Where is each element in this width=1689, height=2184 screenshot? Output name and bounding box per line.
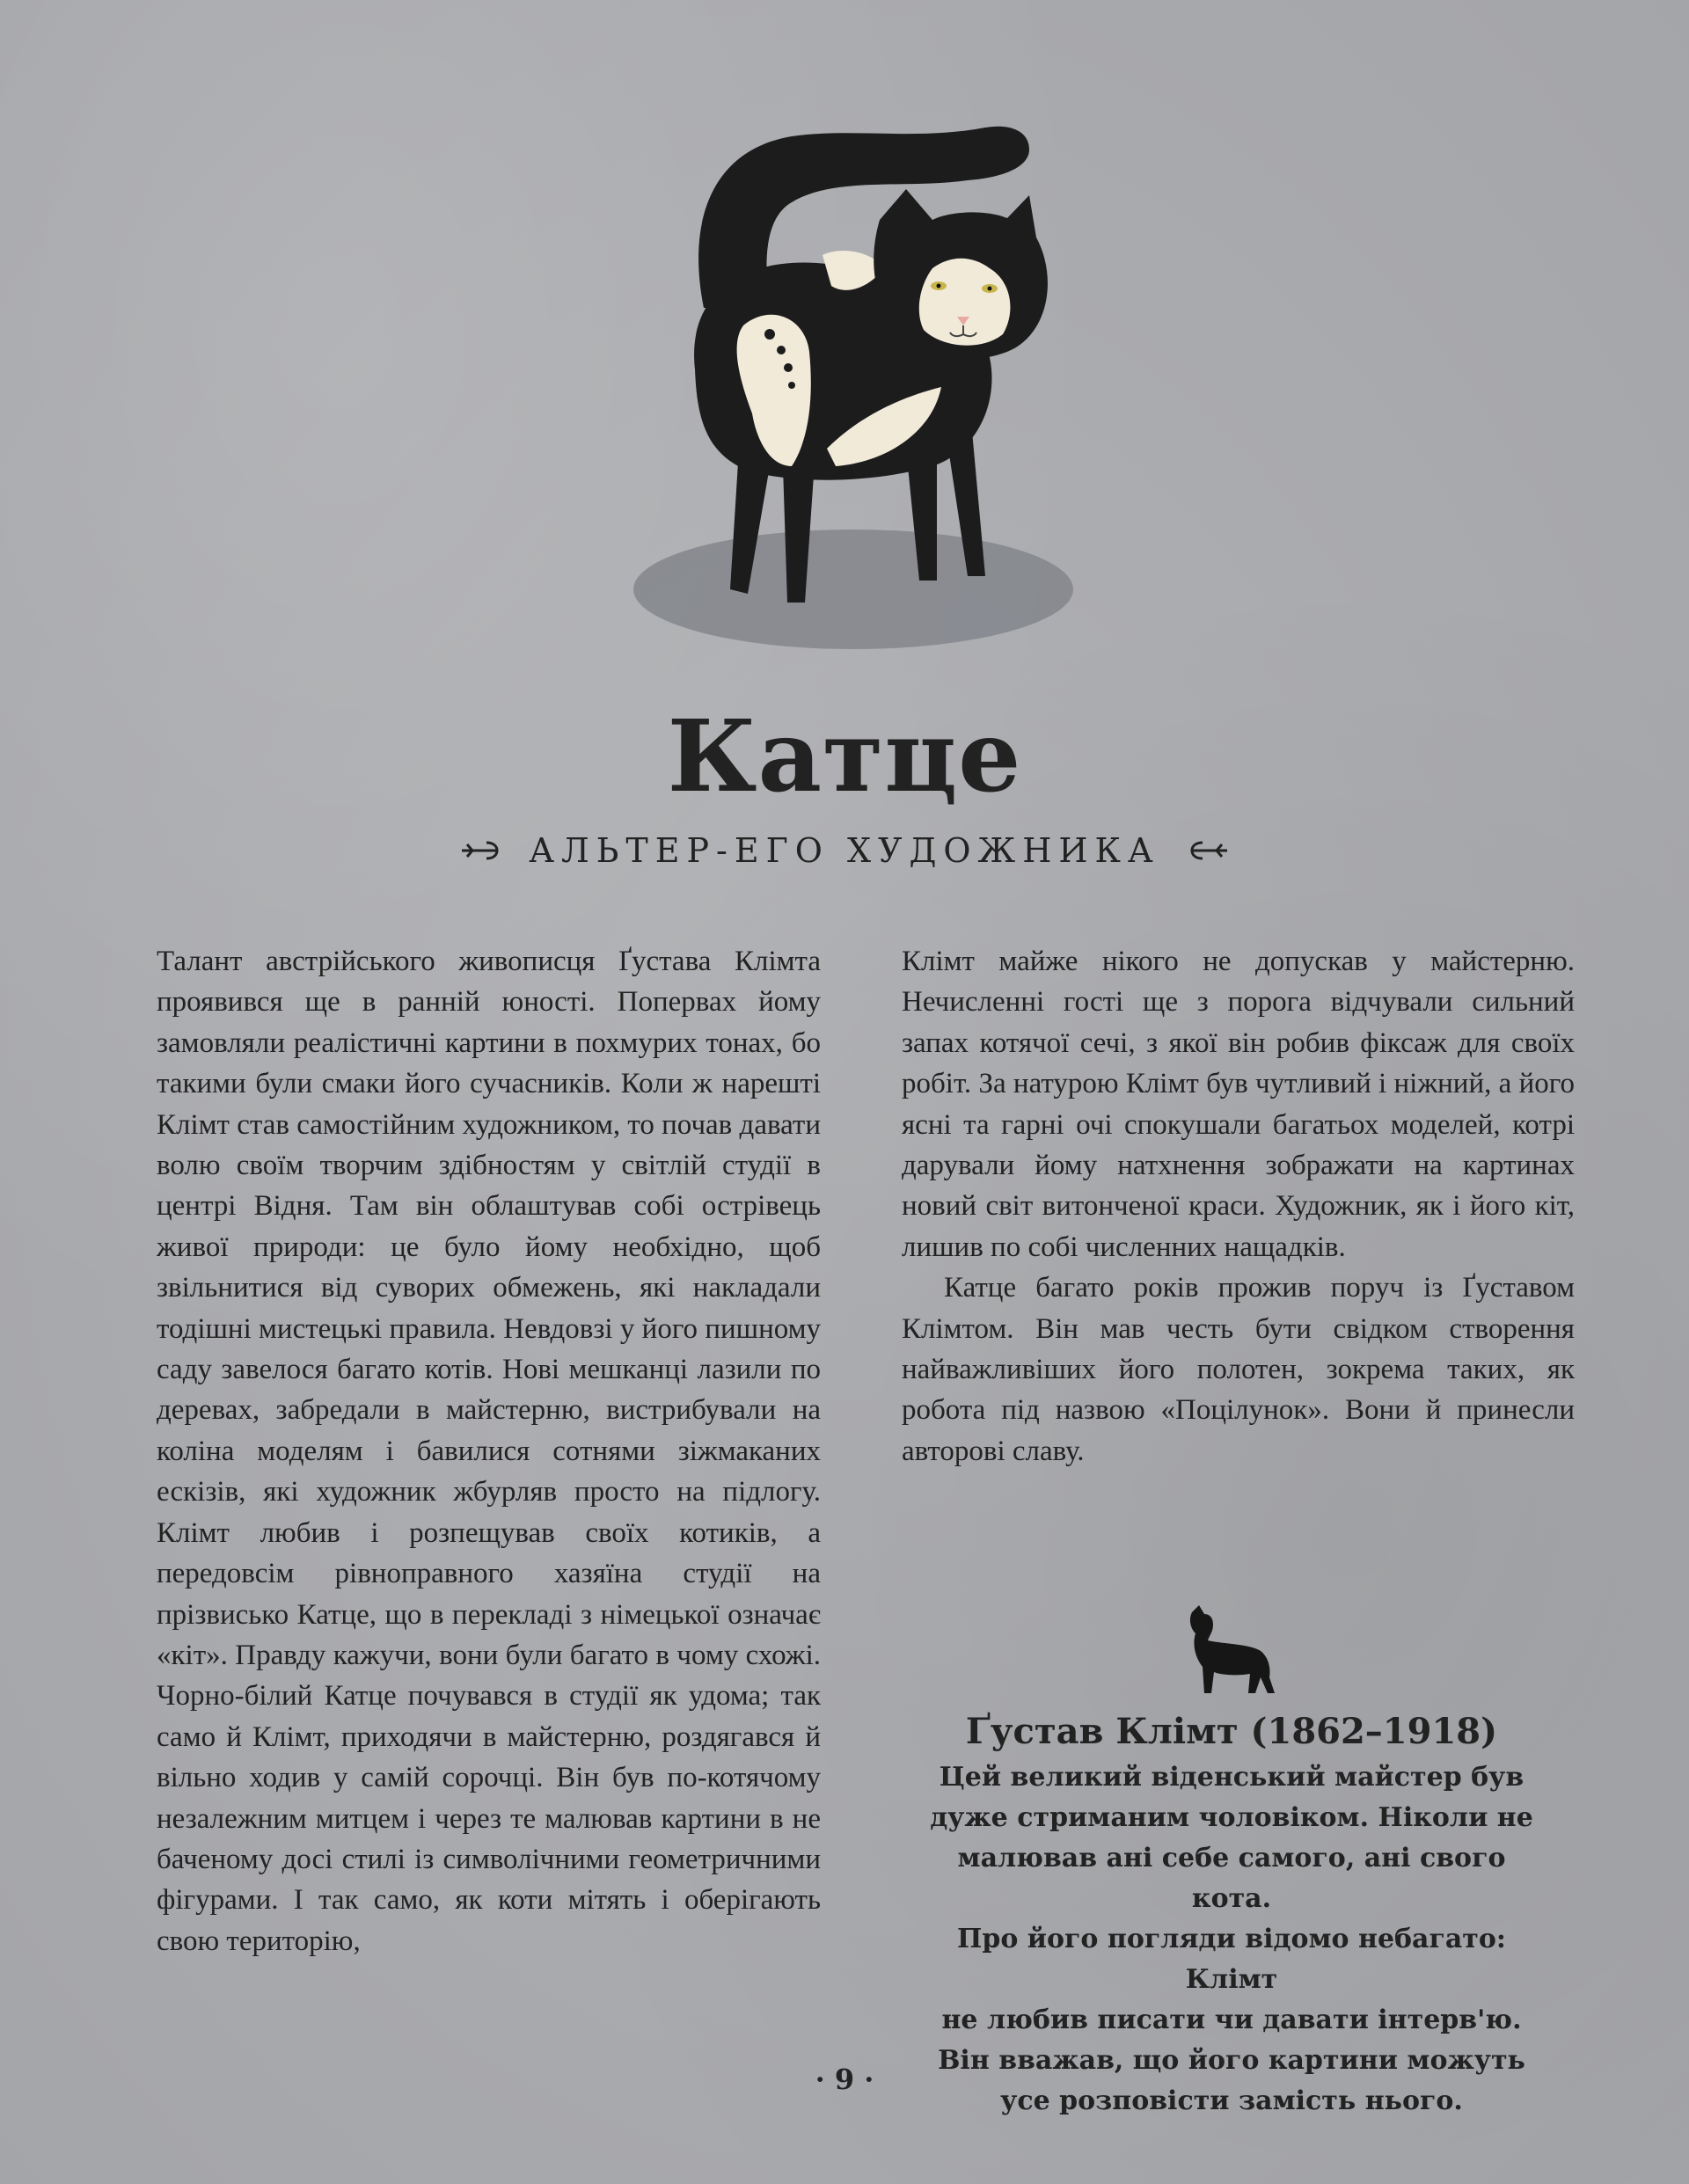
page-number: · 9 · (815, 2063, 874, 2096)
bio-line: не любив писати чи давати інтерв'ю. (941, 2005, 1522, 2035)
cat-silhouette-icon (1183, 1605, 1280, 1698)
right-paragraph-2: Катце багато років прожив поруч із Ґуставом Клімтом. Він мав честь бути свідком створення найважливіших його полотен, зокрема таких, як робота під назвою «Поцілунок». Вони й принесли авторові славу. (902, 1272, 1575, 1467)
page-title: Катце (667, 699, 1022, 814)
bio-line: Цей великий віденський майстер був (939, 1762, 1524, 1793)
bio-line: Про його погляди відомо небагато: Клімт (957, 1924, 1506, 1995)
left-column (157, 941, 821, 1961)
subtitle-row (0, 831, 1689, 870)
ornament-left-icon (460, 837, 504, 864)
bio-box (915, 1711, 1548, 2122)
bio-line: дуже стриманим чоловіком. Ніколи не (930, 1802, 1533, 1833)
ornament-right-icon (1185, 837, 1229, 864)
bio-line: Він вважав, що його картини можуть (938, 2045, 1525, 2076)
bio-name: Ґустав Клімт (1862–1918) (965, 1711, 1498, 1752)
subtitle: АЛЬТЕР-ЕГО ХУДОЖНИКА (529, 831, 1160, 870)
cat-illustration (616, 114, 1108, 677)
bio-line: малював ані себе самого, ані свого кота. (957, 1843, 1506, 1914)
right-column (902, 941, 1575, 1472)
bio-line: усе розповісти замість нього. (1000, 2085, 1463, 2116)
left-paragraph: Талант австрійського живописця Ґустава Клімта проявився ще в ранній юності. Поперваx йому замовляли реалістичні картини в похмурих тонах, бо такими були смаки його сучасників. Коли ж нарешті Клімт став самостійним художником, то почав давати волю своїм творчим здібностям у світлій студії в центрі Відня. Там він облаштував собі острівець живої природи: це було йому необхідно, щоб звільнитися від суворих обмежень, які накладали тодішні мистецькі правила. Невдовзі у його пишному саду завелося багато котів. Нові мешканці лазили по деревах, забредали в майстерню, вистрибували на коліна моделям і бавилися сотнями зіжмаканих ескізів, які художник жбурляв просто на підлогу. Клімт любив і розпещував своїх котиків, а передовсім рівноправного хазяїна студії на прізвисько Катце, що в перекладі з німецької означає «кіт». Правду кажучи, вони були багато в чому схожі. Чорно-білий Катце почувався в студії як удома; так само й Клімт, приходячи в майстерню, роздягався й вільно ходив у самій сорочці. Він був по-котячому незалежним митцем і через те малював картини в не баченому досі стилі із символічними геометричними фігурами. І так само, як коти мітять і оберігають свою територію, (157, 946, 821, 1957)
right-paragraph-1: Клімт майже нікого не допускав у майстерню. Нечисленні гості ще з порога відчували сильний запах котячої сечі, з якої він робив фіксаж для своїх робіт. За натурою Клімт був чутливий і ніжний, а його ясні та гарні очі спокушали багатьох моделей, котрі дарували йому натхнення зображати на картинах новий світ витонченої краси. Художник, як і його кіт, лишив по собі численних нащадків. (902, 946, 1575, 1263)
